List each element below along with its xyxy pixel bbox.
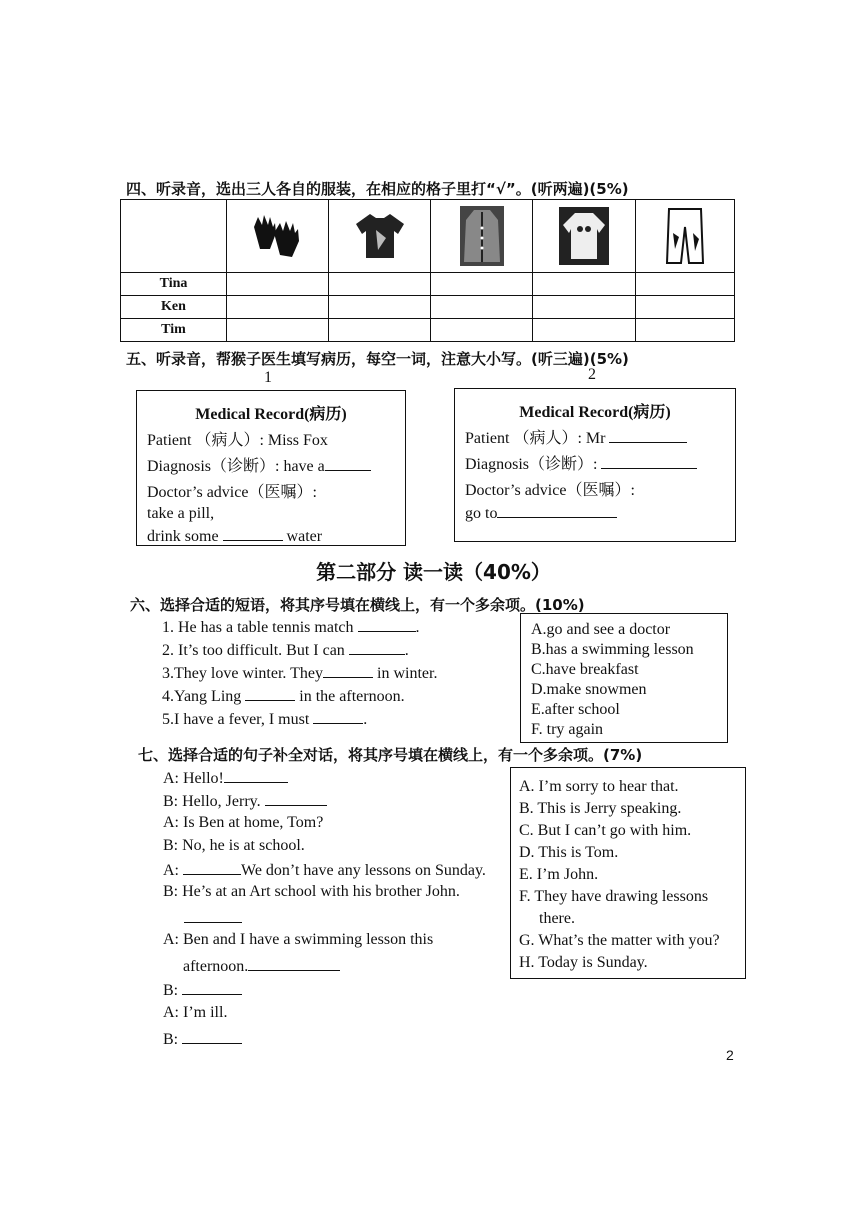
gloves-icon — [248, 211, 308, 261]
question-text: in winter. — [377, 665, 438, 682]
check-cell[interactable] — [431, 319, 533, 342]
question-text: 1. He has a table tennis match — [162, 619, 354, 636]
dialogue-line-2 — [163, 791, 327, 811]
check-cell[interactable] — [329, 296, 431, 319]
section5-heading: 五、听录音，帮猴子医生填写病历，每空一词，注意大小写。(听三遍)(5%) — [126, 350, 629, 368]
record2-diagnosis: Diagnosis（诊断）: — [465, 456, 598, 473]
dialogue-text: B: — [163, 982, 179, 999]
question-text: 5.I have a fever, I must — [162, 711, 310, 728]
record2-diagnosis-line — [465, 451, 735, 474]
row-name-tim: Tim — [121, 319, 227, 342]
answer-blank[interactable] — [182, 1029, 242, 1044]
answer-blank[interactable] — [265, 791, 327, 806]
record1-line4: take a pill, — [147, 505, 215, 522]
check-cell[interactable] — [329, 319, 431, 342]
answer-blank[interactable] — [497, 503, 617, 518]
section6-heading: 六、选择合适的短语，将其序号填在横线上，有一个多余项。(10%) — [130, 596, 585, 614]
dialogue-line-5 — [163, 860, 486, 880]
answer-blank[interactable] — [325, 456, 371, 471]
dialogue-line-6: B: He’s at an Art school with his brother John. — [163, 883, 460, 900]
dialogue-line-3: A: Is Ben at home, Tom? — [163, 814, 324, 831]
question-text: 3.They love winter. They — [162, 665, 323, 682]
dialogue-line-7b — [183, 956, 340, 976]
s7-options-box — [510, 767, 746, 979]
coat-icon — [460, 206, 504, 266]
dialogue-line-4: B: No, he is at school. — [163, 837, 305, 854]
check-cell[interactable] — [636, 273, 735, 296]
trousers-icon — [665, 207, 705, 265]
page-number: 2 — [726, 1047, 734, 1063]
s6-option: A.go and see a doctor — [531, 621, 671, 638]
sweater-icon — [559, 207, 609, 265]
check-cell[interactable] — [636, 296, 735, 319]
row-name-tina: Tina — [121, 273, 227, 296]
question-text: in the afternoon. — [299, 688, 405, 705]
dialogue-text: B: Hello, Jerry. — [163, 793, 261, 810]
record2-number: 2 — [588, 366, 596, 383]
medical-record-1 — [136, 390, 406, 546]
dialogue-text: afternoon. — [183, 958, 249, 975]
record1-diagnosis-line — [147, 453, 405, 476]
answer-blank[interactable] — [601, 454, 697, 469]
check-cell[interactable] — [227, 296, 329, 319]
answer-blank[interactable] — [313, 709, 363, 724]
record1-title: Medical Record(病历) — [195, 406, 347, 423]
s6-option: B.has a swimming lesson — [531, 641, 694, 658]
question-text: . — [404, 642, 409, 659]
s6-question-1 — [162, 617, 420, 637]
answer-blank[interactable] — [609, 428, 687, 443]
check-cell[interactable] — [227, 319, 329, 342]
record1-line5-pre: drink some — [147, 528, 219, 545]
record1-advice: Doctor’s advice（医嘱）: — [147, 484, 317, 501]
check-cell[interactable] — [636, 319, 735, 342]
s6-question-5 — [162, 709, 367, 729]
question-text: . — [415, 619, 420, 636]
s7-option: E. I’m John. — [519, 866, 599, 883]
s7-option: F. They have drawing lessons — [519, 888, 709, 905]
sweater-cell — [533, 200, 636, 273]
s6-options-box — [520, 613, 728, 743]
dialogue-line-7a: A: Ben and I have a swimming lesson this — [163, 931, 434, 948]
dialogue-text: B: — [163, 1031, 179, 1048]
s7-option-continuation: there. — [539, 910, 575, 927]
trousers-cell — [636, 200, 735, 273]
s6-option: F. try again — [531, 721, 604, 738]
tshirt-icon — [352, 210, 408, 262]
row-name-ken: Ken — [121, 296, 227, 319]
gloves-cell — [227, 200, 329, 273]
s6-option: E.after school — [531, 701, 620, 718]
question-text: 4.Yang Ling — [162, 688, 242, 705]
record2-title: Medical Record(病历) — [519, 404, 671, 421]
record1-number: 1 — [264, 369, 272, 386]
check-cell[interactable] — [227, 273, 329, 296]
record2-advice: Doctor’s advice（医嘱）: — [465, 482, 635, 499]
section4-heading: 四、听录音，选出三人各自的服装，在相应的格子里打“√”。(听两遍)(5%) — [126, 180, 629, 198]
answer-blank[interactable] — [358, 617, 416, 632]
dialogue-text: A: — [163, 862, 179, 879]
s6-question-4 — [162, 686, 405, 706]
dialogue-line-1 — [163, 768, 288, 788]
s7-option: C. But I can’t go with him. — [519, 822, 692, 839]
clothes-table — [120, 199, 735, 342]
answer-blank[interactable] — [323, 663, 373, 678]
record2-line4-text: go to — [465, 505, 498, 522]
answer-blank[interactable] — [223, 526, 283, 541]
dialogue-text: A: Hello! — [163, 770, 224, 787]
s7-option: D. This is Tom. — [519, 844, 619, 861]
question-text: 2. It’s too difficult. But I can — [162, 642, 345, 659]
part2-title: 第二部分 读一读（40%） — [316, 560, 551, 584]
check-cell[interactable] — [329, 273, 431, 296]
question-text: . — [363, 711, 368, 728]
record1-line5-post: water — [286, 528, 323, 545]
answer-blank[interactable] — [349, 640, 405, 655]
record1-line5 — [147, 526, 405, 546]
s6-question-2 — [162, 640, 409, 660]
corner-cell — [121, 200, 227, 273]
s7-option: A. I’m sorry to hear that. — [519, 778, 679, 795]
check-cell[interactable] — [431, 296, 533, 319]
s7-option: B. This is Jerry speaking. — [519, 800, 682, 817]
s7-option: H. Today is Sunday. — [519, 954, 648, 971]
answer-blank[interactable] — [245, 686, 295, 701]
dialogue-text: We don’t have any lessons on Sunday. — [241, 862, 486, 879]
answer-blank[interactable] — [224, 768, 288, 783]
check-cell[interactable] — [533, 273, 636, 296]
tshirt-cell — [329, 200, 431, 273]
s7-option: G. What’s the matter with you? — [519, 932, 720, 949]
answer-blank[interactable] — [182, 980, 242, 995]
answer-blank[interactable] — [183, 860, 241, 875]
answer-blank[interactable] — [184, 922, 242, 923]
dialogue-line-8 — [163, 980, 242, 1000]
record1-patient: Patient （病人）: Miss Fox — [147, 432, 328, 449]
dialogue-line-9: A: I’m ill. — [163, 1004, 228, 1021]
record2-line4 — [465, 503, 735, 523]
record2-patient-line — [465, 425, 735, 448]
coat-cell — [431, 200, 533, 273]
dialogue-line-10 — [163, 1029, 242, 1049]
record1-diagnosis: Diagnosis（诊断）: have a — [147, 458, 325, 475]
answer-blank[interactable] — [248, 956, 340, 971]
record2-patient: Patient （病人）: Mr — [465, 430, 606, 447]
s6-option: D.make snowmen — [531, 681, 647, 698]
medical-record-2 — [454, 388, 736, 542]
section7-heading: 七、选择合适的句子补全对话，将其序号填在横线上，有一个多余项。(7%) — [138, 746, 643, 764]
check-cell[interactable] — [533, 319, 636, 342]
check-cell[interactable] — [533, 296, 636, 319]
s6-question-3 — [162, 663, 437, 683]
check-cell[interactable] — [431, 273, 533, 296]
s6-option: C.have breakfast — [531, 661, 639, 678]
